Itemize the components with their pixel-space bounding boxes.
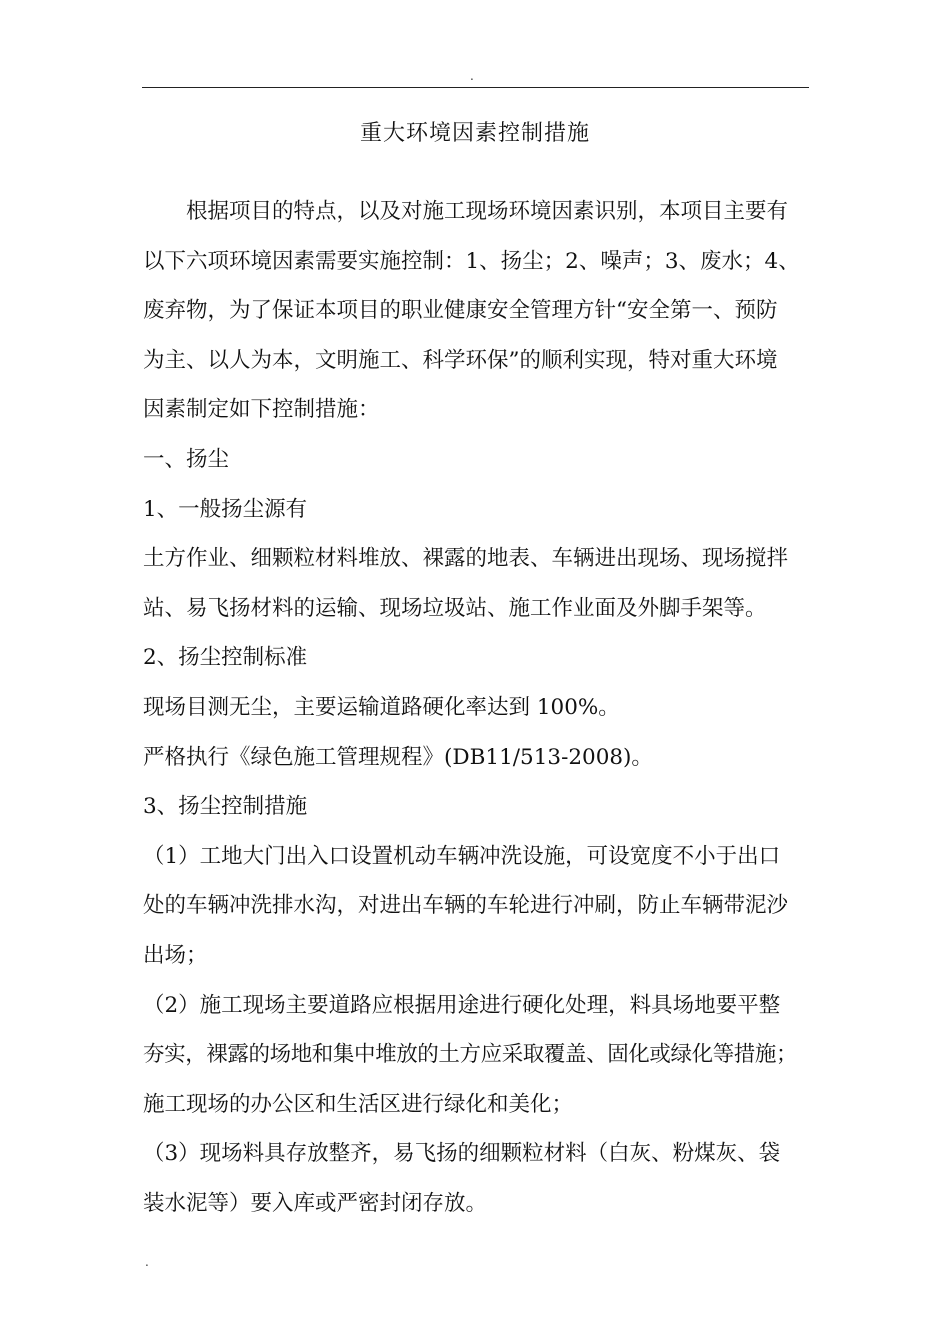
paragraph-line: 根据项目的特点，以及对施工现场环境因素识别，本项目主要有 bbox=[143, 199, 789, 224]
paragraph-line: 装水泥等）要入库或严密封闭存放。 bbox=[143, 1190, 488, 1216]
paragraph-line: 现场目测无尘，主要运输道路硬化率达到 100%。 bbox=[143, 694, 620, 720]
paragraph-line: 严格执行《绿色施工管理规程》(DB11/513-2008)。 bbox=[143, 744, 653, 770]
paragraph-line: 施工现场的办公区和生活区进行绿化和美化； bbox=[143, 1091, 574, 1117]
paragraph-line: 废弃物，为了保证本项目的职业健康安全管理方针“安全第一、预防 bbox=[143, 298, 778, 324]
paragraph-line: （1）工地大门出入口设置机动车辆冲洗设施，可设宽度不小于出口 bbox=[143, 843, 781, 869]
footer-dot: . bbox=[145, 1255, 149, 1269]
page-title: 重大环境因素控制措施 bbox=[359, 121, 590, 146]
paragraph-line: 夯实，裸露的场地和集中堆放的土方应采取覆盖、固化或绿化等措施； bbox=[143, 1042, 798, 1068]
header-dot: . bbox=[470, 69, 474, 83]
document-body bbox=[143, 187, 807, 1228]
paragraph-line: （3）现场料具存放整齐，易飞扬的细颗粒材料（白灰、粉煤灰、袋 bbox=[143, 1141, 781, 1167]
paragraph-line: 土方作业、细颗粒材料堆放、裸露的地表、车辆进出现场、现场搅拌 bbox=[143, 546, 789, 572]
subsection-heading: 1、一般扬尘源有 bbox=[143, 496, 308, 522]
paragraph-line: 处的车辆冲洗排水沟，对进出车辆的车轮进行冲刷，防止车辆带泥沙 bbox=[143, 893, 789, 919]
paragraph-line: （2）施工现场主要道路应根据用途进行硬化处理，料具场地要平整 bbox=[143, 992, 781, 1018]
header-rule bbox=[142, 87, 809, 88]
paragraph-line: 出场； bbox=[143, 942, 208, 968]
subsection-heading: 2、扬尘控制标准 bbox=[143, 645, 308, 671]
paragraph-line: 为主、以人为本，文明施工、科学环保”的顺利实现，特对重大环境 bbox=[143, 347, 778, 373]
subsection-heading: 3、扬尘控制措施 bbox=[143, 794, 308, 820]
section-heading: 一、扬尘 bbox=[143, 446, 230, 472]
paragraph-line: 因素制定如下控制措施： bbox=[143, 397, 380, 423]
paragraph-line: 站、易飞扬材料的运输、现场垃圾站、施工作业面及外脚手架等。 bbox=[143, 595, 767, 621]
paragraph-line: 以下六项环境因素需要实施控制：1、扬尘；2、噪声；3、废水；4、 bbox=[143, 248, 800, 274]
